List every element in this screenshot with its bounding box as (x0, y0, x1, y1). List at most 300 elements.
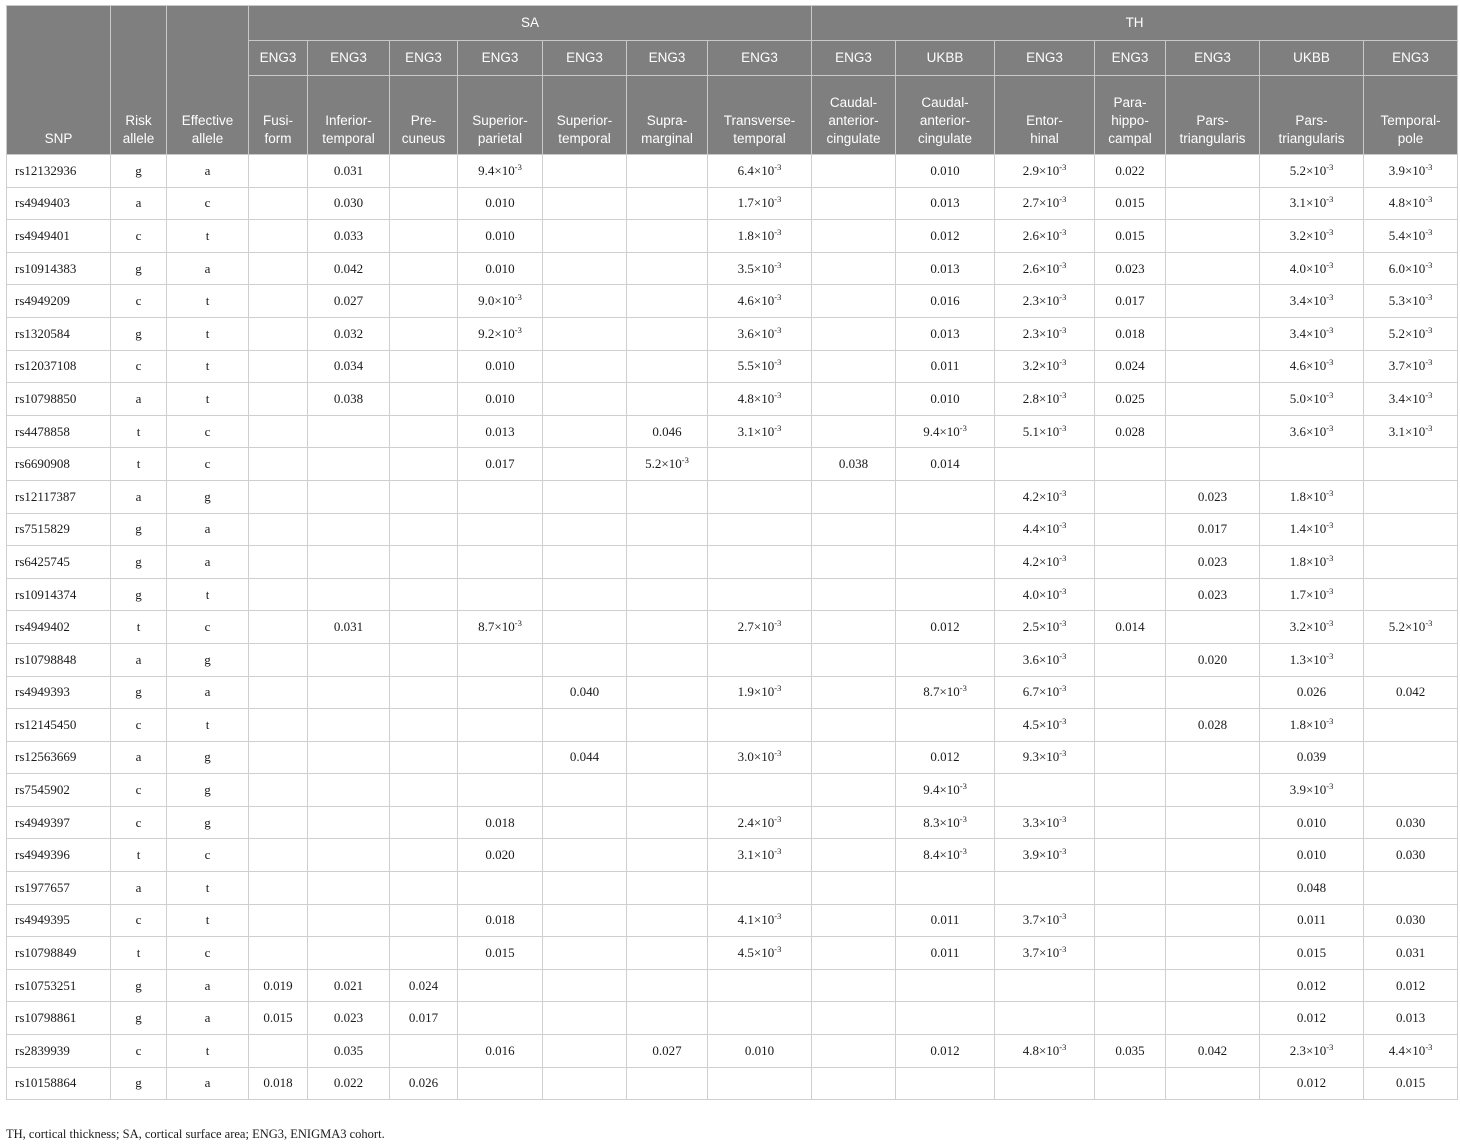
p-value-cell: $9.0\times 10^{-3}$ (458, 285, 543, 318)
table-row (7, 317, 1458, 350)
p-value-cell: $3.2\times 10^{-3}$ (1260, 220, 1364, 253)
p-value-cell: $4.6\times 10^{-3}$ (1260, 350, 1364, 383)
p-value-cell (543, 285, 627, 318)
effective-allele-cell: c (167, 415, 249, 448)
p-value-cell (390, 480, 458, 513)
p-value-cell (812, 937, 896, 970)
p-value-cell: 0.018 (1095, 317, 1166, 350)
effective-allele-cell: g (167, 774, 249, 807)
p-value-cell (308, 709, 390, 742)
snp-cell: rs1977657 (7, 872, 111, 905)
p-value-cell (390, 187, 458, 220)
p-value-cell (896, 872, 995, 905)
p-value-cell (1095, 709, 1166, 742)
p-value-cell (896, 643, 995, 676)
p-value-cell (308, 480, 390, 513)
p-value-cell (995, 448, 1095, 481)
cohort-header: ENG3 (390, 41, 458, 76)
p-value-cell (249, 383, 308, 416)
p-value-cell (543, 513, 627, 546)
table-row (7, 383, 1458, 416)
effective-allele-cell: t (167, 1035, 249, 1068)
risk-allele-cell: g (111, 1067, 167, 1100)
p-value-cell: 0.017 (390, 1002, 458, 1035)
p-value-cell (1166, 317, 1260, 350)
table-row (7, 546, 1458, 579)
p-value-cell: $1.8\times 10^{-3}$ (1260, 709, 1364, 742)
p-value-cell: 0.030 (1364, 806, 1458, 839)
p-value-cell: $4.5\times 10^{-3}$ (708, 937, 812, 970)
p-value-cell (627, 741, 708, 774)
p-value-cell: 0.010 (458, 383, 543, 416)
p-value-cell: $1.7\times 10^{-3}$ (1260, 578, 1364, 611)
p-value-cell (458, 480, 543, 513)
p-value-cell: 0.015 (1364, 1067, 1458, 1100)
p-value-cell: $3.9\times 10^{-3}$ (995, 839, 1095, 872)
p-value-cell (1095, 839, 1166, 872)
p-value-cell (995, 1067, 1095, 1100)
risk-allele-cell: g (111, 155, 167, 188)
p-value-cell: 0.026 (1260, 676, 1364, 709)
snp-cell: rs4949397 (7, 806, 111, 839)
p-value-cell (708, 969, 812, 1002)
p-value-cell: $5.1\times 10^{-3}$ (995, 415, 1095, 448)
table-row (7, 578, 1458, 611)
table-row (7, 937, 1458, 970)
p-value-cell (249, 448, 308, 481)
p-value-cell: $4.0\times 10^{-3}$ (1260, 252, 1364, 285)
p-value-cell (1166, 350, 1260, 383)
p-value-cell (543, 317, 627, 350)
p-value-cell (249, 611, 308, 644)
table-header (7, 6, 1458, 155)
risk-allele-cell: t (111, 937, 167, 970)
p-value-cell: 0.018 (458, 904, 543, 937)
snp-cell: rs4949395 (7, 904, 111, 937)
p-value-cell: 0.012 (896, 220, 995, 253)
p-value-cell (627, 220, 708, 253)
snp-cell: rs10753251 (7, 969, 111, 1002)
table-body (7, 155, 1458, 1100)
p-value-cell: 0.017 (458, 448, 543, 481)
p-value-cell (543, 969, 627, 1002)
p-value-cell: $3.2\times 10^{-3}$ (995, 350, 1095, 383)
p-value-cell: 0.018 (249, 1067, 308, 1100)
table-row (7, 676, 1458, 709)
p-value-cell (1166, 415, 1260, 448)
table-row (7, 285, 1458, 318)
group-header-sa: SA (249, 6, 812, 41)
snp-cell: rs10798848 (7, 643, 111, 676)
p-value-cell: 0.013 (1364, 1002, 1458, 1035)
region-header: Superior- temporal (543, 76, 627, 155)
p-value-cell (249, 252, 308, 285)
p-value-cell (543, 578, 627, 611)
p-value-cell: 0.012 (896, 741, 995, 774)
p-value-cell (627, 676, 708, 709)
p-value-cell (1095, 1067, 1166, 1100)
p-value-cell: $3.6\times 10^{-3}$ (995, 643, 1095, 676)
p-value-cell (1095, 546, 1166, 579)
p-value-cell (249, 774, 308, 807)
p-value-cell: 0.044 (543, 741, 627, 774)
p-value-cell (249, 415, 308, 448)
p-value-cell: 0.012 (896, 611, 995, 644)
p-value-cell (390, 220, 458, 253)
p-value-cell: $3.1\times 10^{-3}$ (708, 415, 812, 448)
p-value-cell: 0.038 (308, 383, 390, 416)
p-value-cell: $3.1\times 10^{-3}$ (1260, 187, 1364, 220)
p-value-cell: 0.023 (1166, 578, 1260, 611)
p-value-cell (308, 546, 390, 579)
p-value-cell (1166, 448, 1260, 481)
p-value-cell: $4.8\times 10^{-3}$ (995, 1035, 1095, 1068)
p-value-cell: $6.0\times 10^{-3}$ (1364, 252, 1458, 285)
snp-cell: rs4949402 (7, 611, 111, 644)
p-value-cell: $2.3\times 10^{-3}$ (995, 317, 1095, 350)
region-header: Temporal- pole (1364, 76, 1458, 155)
p-value-cell: $3.6\times 10^{-3}$ (708, 317, 812, 350)
cohort-header: ENG3 (1095, 41, 1166, 76)
p-value-cell: $8.4\times 10^{-3}$ (896, 839, 995, 872)
p-value-cell (1364, 480, 1458, 513)
p-value-cell (1166, 969, 1260, 1002)
p-value-cell: 0.042 (1166, 1035, 1260, 1068)
p-value-cell (390, 839, 458, 872)
risk-allele-header: Risk allele (111, 6, 167, 155)
table-row (7, 839, 1458, 872)
p-value-cell (896, 709, 995, 742)
p-value-cell (995, 872, 1095, 905)
p-value-cell: $5.4\times 10^{-3}$ (1364, 220, 1458, 253)
p-value-cell (543, 643, 627, 676)
table-row (7, 1067, 1458, 1100)
effective-allele-cell: g (167, 643, 249, 676)
snp-header: SNP (7, 6, 111, 155)
p-value-cell: $1.7\times 10^{-3}$ (708, 187, 812, 220)
p-value-cell: $5.0\times 10^{-3}$ (1260, 383, 1364, 416)
p-value-cell: 0.011 (1260, 904, 1364, 937)
risk-allele-cell: g (111, 252, 167, 285)
p-value-cell (543, 383, 627, 416)
region-header: Supra- marginal (627, 76, 708, 155)
p-value-cell (1364, 741, 1458, 774)
p-value-cell (896, 513, 995, 546)
effective-allele-cell: a (167, 252, 249, 285)
p-value-cell (812, 578, 896, 611)
p-value-cell (249, 285, 308, 318)
p-value-cell (543, 611, 627, 644)
p-value-cell: 0.024 (390, 969, 458, 1002)
p-value-cell: $2.6\times 10^{-3}$ (995, 220, 1095, 253)
risk-allele-cell: c (111, 220, 167, 253)
p-value-cell: $8.7\times 10^{-3}$ (896, 676, 995, 709)
p-value-cell: $9.4\times 10^{-3}$ (896, 415, 995, 448)
effective-allele-cell: c (167, 611, 249, 644)
effective-allele-cell: t (167, 383, 249, 416)
p-value-cell: $2.4\times 10^{-3}$ (708, 806, 812, 839)
cohort-header: ENG3 (995, 41, 1095, 76)
p-value-cell: $2.9\times 10^{-3}$ (995, 155, 1095, 188)
effective-allele-cell: t (167, 350, 249, 383)
group-header-th: TH (812, 6, 1458, 41)
p-value-cell (1095, 578, 1166, 611)
p-value-cell (627, 383, 708, 416)
p-value-cell (708, 480, 812, 513)
p-value-cell: 0.023 (1166, 546, 1260, 579)
p-value-cell (249, 904, 308, 937)
p-value-cell: $1.8\times 10^{-3}$ (708, 220, 812, 253)
snp-cell: rs12145450 (7, 709, 111, 742)
p-value-cell (249, 806, 308, 839)
p-value-cell (543, 448, 627, 481)
table-row (7, 448, 1458, 481)
risk-allele-cell: g (111, 1002, 167, 1035)
table-row (7, 350, 1458, 383)
p-value-cell (390, 643, 458, 676)
table-footnote: TH, cortical thickness; SA, cortical surface area; ENG3, ENIGMA3 cohort. (6, 1127, 385, 1141)
p-value-cell: $1.8\times 10^{-3}$ (1260, 546, 1364, 579)
effective-allele-cell: g (167, 806, 249, 839)
p-value-cell: 0.020 (458, 839, 543, 872)
table-row (7, 774, 1458, 807)
p-value-cell (390, 904, 458, 937)
region-header: Caudal- anterior- cingulate (812, 76, 896, 155)
p-value-cell (458, 676, 543, 709)
p-value-cell: 0.028 (1166, 709, 1260, 742)
p-value-cell (812, 350, 896, 383)
p-value-cell: $2.7\times 10^{-3}$ (708, 611, 812, 644)
p-value-cell (308, 872, 390, 905)
p-value-cell (708, 546, 812, 579)
p-value-cell (812, 317, 896, 350)
p-value-cell: 0.013 (458, 415, 543, 448)
snp-cell: rs6690908 (7, 448, 111, 481)
p-value-cell (812, 806, 896, 839)
p-value-cell (812, 1002, 896, 1035)
region-header: Fusi- form (249, 76, 308, 155)
p-value-cell (543, 774, 627, 807)
p-value-cell (1166, 285, 1260, 318)
risk-allele-cell: c (111, 1035, 167, 1068)
p-value-cell: 0.011 (896, 937, 995, 970)
p-value-cell: $5.2\times 10^{-3}$ (1260, 155, 1364, 188)
p-value-cell (458, 709, 543, 742)
p-value-cell: $4.2\times 10^{-3}$ (995, 480, 1095, 513)
snp-cell: rs12563669 (7, 741, 111, 774)
p-value-cell (627, 350, 708, 383)
p-value-cell (543, 415, 627, 448)
region-header: Inferior- temporal (308, 76, 390, 155)
risk-allele-cell: a (111, 187, 167, 220)
p-value-cell: $2.8\times 10^{-3}$ (995, 383, 1095, 416)
p-value-cell (1095, 676, 1166, 709)
p-value-cell (1364, 448, 1458, 481)
cohort-header: UKBB (1260, 41, 1364, 76)
p-value-cell (627, 806, 708, 839)
region-header: Entor- hinal (995, 76, 1095, 155)
p-value-cell: 0.023 (1095, 252, 1166, 285)
p-value-cell: 0.042 (1364, 676, 1458, 709)
p-value-cell: $9.3\times 10^{-3}$ (995, 741, 1095, 774)
risk-allele-cell: a (111, 480, 167, 513)
p-value-cell (812, 1067, 896, 1100)
p-value-cell (543, 904, 627, 937)
p-value-cell (543, 806, 627, 839)
p-value-cell: 0.013 (896, 317, 995, 350)
p-value-cell (812, 480, 896, 513)
p-value-cell (390, 252, 458, 285)
p-value-cell (995, 774, 1095, 807)
table-row (7, 872, 1458, 905)
p-value-cell: $2.6\times 10^{-3}$ (995, 252, 1095, 285)
p-value-cell (249, 709, 308, 742)
p-value-cell (390, 155, 458, 188)
region-header: Para- hippo- campal (1095, 76, 1166, 155)
risk-allele-cell: t (111, 448, 167, 481)
cohort-header: ENG3 (1364, 41, 1458, 76)
p-value-cell (1166, 611, 1260, 644)
p-value-cell: 0.032 (308, 317, 390, 350)
p-value-cell (812, 643, 896, 676)
p-value-cell: 0.023 (308, 1002, 390, 1035)
effective-allele-cell: t (167, 709, 249, 742)
p-value-cell (627, 969, 708, 1002)
p-value-cell: $5.2\times 10^{-3}$ (1364, 611, 1458, 644)
effective-allele-cell: t (167, 872, 249, 905)
p-value-cell (390, 513, 458, 546)
p-value-cell: 0.015 (249, 1002, 308, 1035)
p-value-cell: 0.015 (458, 937, 543, 970)
p-value-cell (543, 220, 627, 253)
snp-cell: rs7515829 (7, 513, 111, 546)
effective-allele-cell: t (167, 317, 249, 350)
snp-cell: rs4478858 (7, 415, 111, 448)
effective-allele-cell: c (167, 839, 249, 872)
p-value-cell: $3.7\times 10^{-3}$ (995, 904, 1095, 937)
p-value-cell: 0.012 (1364, 969, 1458, 1002)
p-value-cell (390, 741, 458, 774)
p-value-cell (627, 480, 708, 513)
p-value-cell: $4.4\times 10^{-3}$ (995, 513, 1095, 546)
p-value-cell: $4.2\times 10^{-3}$ (995, 546, 1095, 579)
p-value-cell: 0.040 (543, 676, 627, 709)
p-value-cell (543, 709, 627, 742)
p-value-cell (627, 937, 708, 970)
region-header: Transverse- temporal (708, 76, 812, 155)
snp-cell: rs12037108 (7, 350, 111, 383)
cohort-header: ENG3 (458, 41, 543, 76)
p-value-cell: $4.8\times 10^{-3}$ (1364, 187, 1458, 220)
p-value-cell (1095, 904, 1166, 937)
p-value-cell: 0.035 (308, 1035, 390, 1068)
p-value-cell: 0.010 (458, 350, 543, 383)
effective-allele-cell: a (167, 969, 249, 1002)
p-value-cell (812, 252, 896, 285)
cohort-header: ENG3 (708, 41, 812, 76)
p-value-cell (812, 839, 896, 872)
p-value-cell (390, 872, 458, 905)
p-value-cell: 0.023 (1166, 480, 1260, 513)
p-value-cell (1095, 969, 1166, 1002)
region-header: Pars- triangularis (1260, 76, 1364, 155)
p-value-cell (627, 187, 708, 220)
p-value-cell: 0.012 (1260, 969, 1364, 1002)
p-value-cell (1166, 806, 1260, 839)
p-value-cell: $4.8\times 10^{-3}$ (708, 383, 812, 416)
snp-cell: rs12132936 (7, 155, 111, 188)
p-value-cell (1166, 187, 1260, 220)
risk-allele-cell: a (111, 872, 167, 905)
p-value-cell (708, 513, 812, 546)
p-value-cell (627, 155, 708, 188)
p-value-cell (812, 1035, 896, 1068)
p-value-cell: 0.010 (458, 252, 543, 285)
p-value-cell (1095, 806, 1166, 839)
p-value-cell (812, 383, 896, 416)
cohort-header: ENG3 (249, 41, 308, 76)
risk-allele-cell: c (111, 709, 167, 742)
p-value-cell: $2.3\times 10^{-3}$ (995, 285, 1095, 318)
effective-allele-cell: t (167, 578, 249, 611)
p-value-cell (458, 774, 543, 807)
p-value-cell (1095, 480, 1166, 513)
table-row (7, 513, 1458, 546)
p-value-cell (1364, 513, 1458, 546)
p-value-cell (249, 350, 308, 383)
p-value-cell (308, 448, 390, 481)
p-value-cell (458, 1002, 543, 1035)
region-header: Pars- triangularis (1166, 76, 1260, 155)
p-value-cell: 0.013 (896, 187, 995, 220)
table-row (7, 252, 1458, 285)
p-value-cell: 0.042 (308, 252, 390, 285)
p-value-cell (896, 578, 995, 611)
p-value-cell: $2.3\times 10^{-3}$ (1260, 1035, 1364, 1068)
p-value-cell (249, 643, 308, 676)
p-value-cell (390, 611, 458, 644)
p-value-cell (1364, 643, 1458, 676)
p-value-cell (812, 611, 896, 644)
p-value-cell (1166, 1067, 1260, 1100)
cohort-header: ENG3 (812, 41, 896, 76)
snp-cell: rs10798849 (7, 937, 111, 970)
p-value-cell (1095, 448, 1166, 481)
risk-allele-cell: a (111, 643, 167, 676)
p-value-cell (1166, 741, 1260, 774)
p-value-cell (458, 513, 543, 546)
p-value-cell: $1.8\times 10^{-3}$ (1260, 480, 1364, 513)
p-value-cell (390, 709, 458, 742)
p-value-cell (708, 774, 812, 807)
table-row (7, 643, 1458, 676)
p-value-cell: $1.4\times 10^{-3}$ (1260, 513, 1364, 546)
table-row (7, 806, 1458, 839)
p-value-cell: 0.027 (308, 285, 390, 318)
snp-cell: rs10158864 (7, 1067, 111, 1100)
p-value-cell (1095, 741, 1166, 774)
p-value-cell (458, 546, 543, 579)
risk-allele-cell: c (111, 904, 167, 937)
risk-allele-cell: c (111, 806, 167, 839)
snp-cell: rs12117387 (7, 480, 111, 513)
p-value-cell (812, 415, 896, 448)
p-value-cell: $3.2\times 10^{-3}$ (1260, 611, 1364, 644)
p-value-cell (1364, 709, 1458, 742)
p-value-cell (390, 350, 458, 383)
p-value-cell: $3.6\times 10^{-3}$ (1260, 415, 1364, 448)
p-value-cell (308, 578, 390, 611)
